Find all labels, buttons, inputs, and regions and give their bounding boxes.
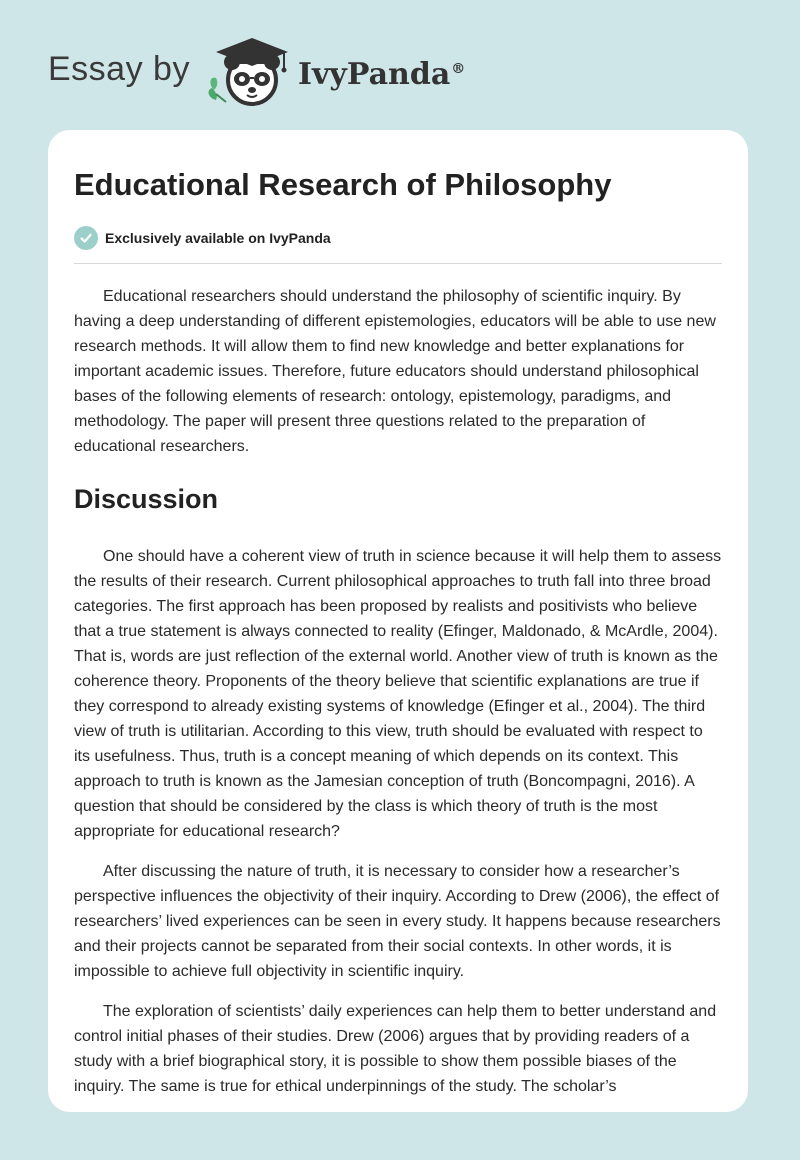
article-title: Educational Research of Philosophy [74, 167, 612, 202]
exclusive-badge [74, 225, 722, 251]
brand-registered-mark: ® [451, 60, 466, 77]
brand-name[interactable] [298, 57, 465, 92]
body-paragraph: One should have a coherent view of truth in science because it will help them to assess the results of their research. Current philosophical approaches to truth fall into three broad categories. The first approach has been proposed by realists and positivists who believe that a true statement is always connected to reality (Efinger, Maldonado, & McArdle, 2004). That is, words are just reflection of the external world. Another view of truth is known as the coherence theory. Proponents of the theory believe that scientific explanations are true if they correspond to already existing systems of knowledge (Efinger et al., 2004). The third view of truth is utilitarian. According to this view, truth should be evaluated with respect to its usefulness. Thus, truth is a concept meaning of which depends on its context. This approach to truth is known as the Jamesian conception of truth (Boncompagni, 2016). A question that should be considered by the class is which theory of truth is the most appropriate for educational research? [74, 547, 722, 840]
brand-prefix: Essay by [48, 49, 190, 88]
panda-logo-icon[interactable] [204, 32, 294, 112]
article-card [48, 130, 748, 1112]
exclusive-badge-label: Exclusively available on IvyPanda [105, 230, 331, 247]
section-heading-discussion: Discussion [74, 484, 219, 515]
brand-name-text: IvyPanda [297, 56, 451, 92]
title-divider [74, 263, 722, 264]
check-circle-icon [74, 226, 98, 250]
intro-paragraph: Educational researchers should understand the philosophy of scientific inquiry. By having a deep understanding of different epistemologies, educators will be able to use new research methods. It will allow them to find new knowledge and better explanations for important academic issues. Therefore, future educators should understand philosophical bases of the following elements of research: ontology, epistemology, paradigms, and methodology. The paper will present three questions related to the preparation of educational researchers. [74, 288, 716, 456]
body-paragraph: After discussing the nature of truth, it is necessary to consider how a researcher’s perspective influences the objectivity of their inquiry. According to Drew (2006), the effect of researchers’ lived experiences can be seen in every study. It happens because researchers and their projects cannot be separated from their social contexts. In other words, it is impossible to achieve full objectivity in scientific inquiry. [74, 862, 721, 980]
brand-header [48, 32, 465, 112]
body-paragraph: The exploration of scientists’ daily experiences can help them to better understand and control initial phases of their studies. Drew (2006) argues that by providing readers of a study with a brief biographical story, it is possible to show them possible biases of the inquiry. The same is true for ethical underpinnings of the study. The scholar’s [74, 1002, 717, 1095]
